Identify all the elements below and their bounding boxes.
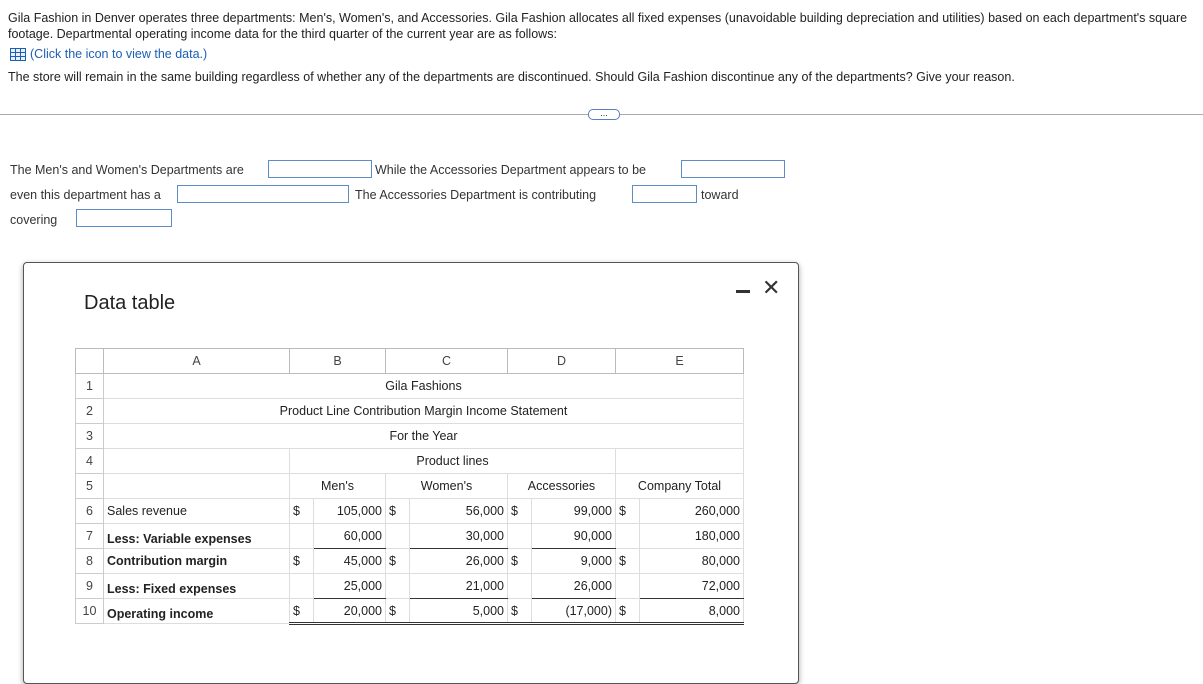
row-label: Contribution margin bbox=[104, 549, 290, 574]
cell-value: 25,000 bbox=[314, 574, 386, 599]
answer-label-2: While the Accessories Department appears to be bbox=[375, 163, 646, 177]
row-number: 8 bbox=[76, 549, 104, 574]
spreadsheet bbox=[75, 348, 745, 625]
dollar-sign: $ bbox=[386, 549, 410, 574]
row-number: 2 bbox=[76, 399, 104, 424]
col-head-mens: Men's bbox=[290, 474, 386, 499]
answer-label-3: even this department has a bbox=[10, 188, 161, 202]
col-head-accessories: Accessories bbox=[508, 474, 616, 499]
dollar-sign: $ bbox=[616, 549, 640, 574]
dollar-sign: $ bbox=[386, 599, 410, 624]
data-table bbox=[75, 348, 744, 625]
table-row bbox=[76, 524, 744, 549]
row-number: 1 bbox=[76, 374, 104, 399]
answer-label-5: toward bbox=[701, 188, 739, 202]
table-row bbox=[76, 424, 744, 449]
cell-value: 260,000 bbox=[640, 499, 744, 524]
product-lines-header: Product lines bbox=[290, 449, 616, 474]
question-text bbox=[8, 10, 1198, 42]
question-paragraph: Gila Fashion in Denver operates three departments: Men's, Women's, and Accessories. Gila Fashion allocates all fixed expenses (unavoidable building depreciation and utilities) based on each department's square footage. Departmental operating income data for the third quarter of the current year are as follows: bbox=[8, 11, 1188, 41]
row-number: 10 bbox=[76, 599, 104, 624]
cell-value: 30,000 bbox=[410, 524, 508, 549]
cell-value: 80,000 bbox=[640, 549, 744, 574]
row-label: Sales revenue bbox=[104, 499, 290, 524]
answer-input-3[interactable] bbox=[177, 185, 349, 203]
view-data-link-text[interactable]: (Click the icon to view the data.) bbox=[30, 47, 208, 61]
dollar-sign: $ bbox=[616, 499, 640, 524]
dollar-sign: $ bbox=[386, 499, 410, 524]
cell-value: 9,000 bbox=[532, 549, 616, 574]
expand-more-button[interactable]: ... bbox=[588, 109, 620, 120]
answer-label-4: The Accessories Department is contributing bbox=[355, 188, 597, 202]
dollar-sign: $ bbox=[508, 499, 532, 524]
row-number: 9 bbox=[76, 574, 104, 599]
data-table-modal bbox=[23, 262, 799, 684]
cell-value: 180,000 bbox=[640, 524, 744, 549]
column-header-a: A bbox=[104, 349, 290, 374]
table-row bbox=[76, 399, 744, 424]
modal-title: Data table bbox=[84, 292, 176, 314]
table-row bbox=[76, 499, 744, 524]
row-number: 4 bbox=[76, 449, 104, 474]
cell-value: 105,000 bbox=[314, 499, 386, 524]
table-row bbox=[76, 574, 744, 599]
cell-value: 56,000 bbox=[410, 499, 508, 524]
row-number: 3 bbox=[76, 424, 104, 449]
view-data-link[interactable] bbox=[10, 47, 207, 61]
cell-value: 5,000 bbox=[410, 599, 508, 624]
statement-title: Product Line Contribution Margin Income Statement bbox=[104, 399, 744, 424]
cell-value: 99,000 bbox=[532, 499, 616, 524]
row-number: 5 bbox=[76, 474, 104, 499]
column-header-row bbox=[76, 349, 744, 374]
dollar-sign: $ bbox=[290, 549, 314, 574]
answer-input-2[interactable] bbox=[681, 160, 785, 178]
column-header-c: C bbox=[386, 349, 508, 374]
dollar-sign: $ bbox=[290, 599, 314, 624]
column-header-e: E bbox=[616, 349, 744, 374]
table-icon[interactable] bbox=[10, 48, 26, 61]
dollar-sign: $ bbox=[508, 599, 532, 624]
question-paragraph-2: The store will remain in the same building regardless of whether any of the departments are discontinued. Should Gila Fashion discontinue any of the departments? Give your reason. bbox=[8, 70, 1015, 84]
statement-period: For the Year bbox=[104, 424, 744, 449]
column-header-b: B bbox=[290, 349, 386, 374]
cell-value: 20,000 bbox=[314, 599, 386, 624]
dollar-sign: $ bbox=[508, 549, 532, 574]
cell-value: 60,000 bbox=[314, 524, 386, 549]
row-label: Operating income bbox=[104, 599, 290, 624]
answer-input-1[interactable] bbox=[268, 160, 372, 178]
answer-label-1: The Men's and Women's Departments are bbox=[10, 163, 244, 177]
table-row bbox=[76, 549, 744, 574]
cell-value: 45,000 bbox=[314, 549, 386, 574]
table-row bbox=[76, 474, 744, 499]
row-number: 6 bbox=[76, 499, 104, 524]
cell-value: 72,000 bbox=[640, 574, 744, 599]
minimize-button[interactable] bbox=[736, 290, 750, 293]
answer-label-6: covering bbox=[10, 213, 58, 227]
table-row bbox=[76, 449, 744, 474]
answer-input-5[interactable] bbox=[76, 209, 172, 227]
close-button[interactable]: ✕ bbox=[762, 275, 781, 300]
row-label: Less: Fixed expenses bbox=[104, 574, 290, 599]
cell-value: (17,000) bbox=[532, 599, 616, 624]
col-head-company-total: Company Total bbox=[616, 474, 744, 499]
cell-value: 21,000 bbox=[410, 574, 508, 599]
table-row bbox=[76, 374, 744, 399]
column-header-d: D bbox=[508, 349, 616, 374]
cell-value: 90,000 bbox=[532, 524, 616, 549]
col-head-womens: Women's bbox=[386, 474, 508, 499]
dollar-sign: $ bbox=[616, 599, 640, 624]
table-row bbox=[76, 599, 744, 624]
company-name: Gila Fashions bbox=[104, 374, 744, 399]
cell-value: 8,000 bbox=[640, 599, 744, 624]
dollar-sign: $ bbox=[290, 499, 314, 524]
answer-input-4[interactable] bbox=[632, 185, 697, 203]
row-label: Less: Variable expenses bbox=[104, 524, 290, 549]
cell-value: 26,000 bbox=[410, 549, 508, 574]
cell-value: 26,000 bbox=[532, 574, 616, 599]
row-number: 7 bbox=[76, 524, 104, 549]
